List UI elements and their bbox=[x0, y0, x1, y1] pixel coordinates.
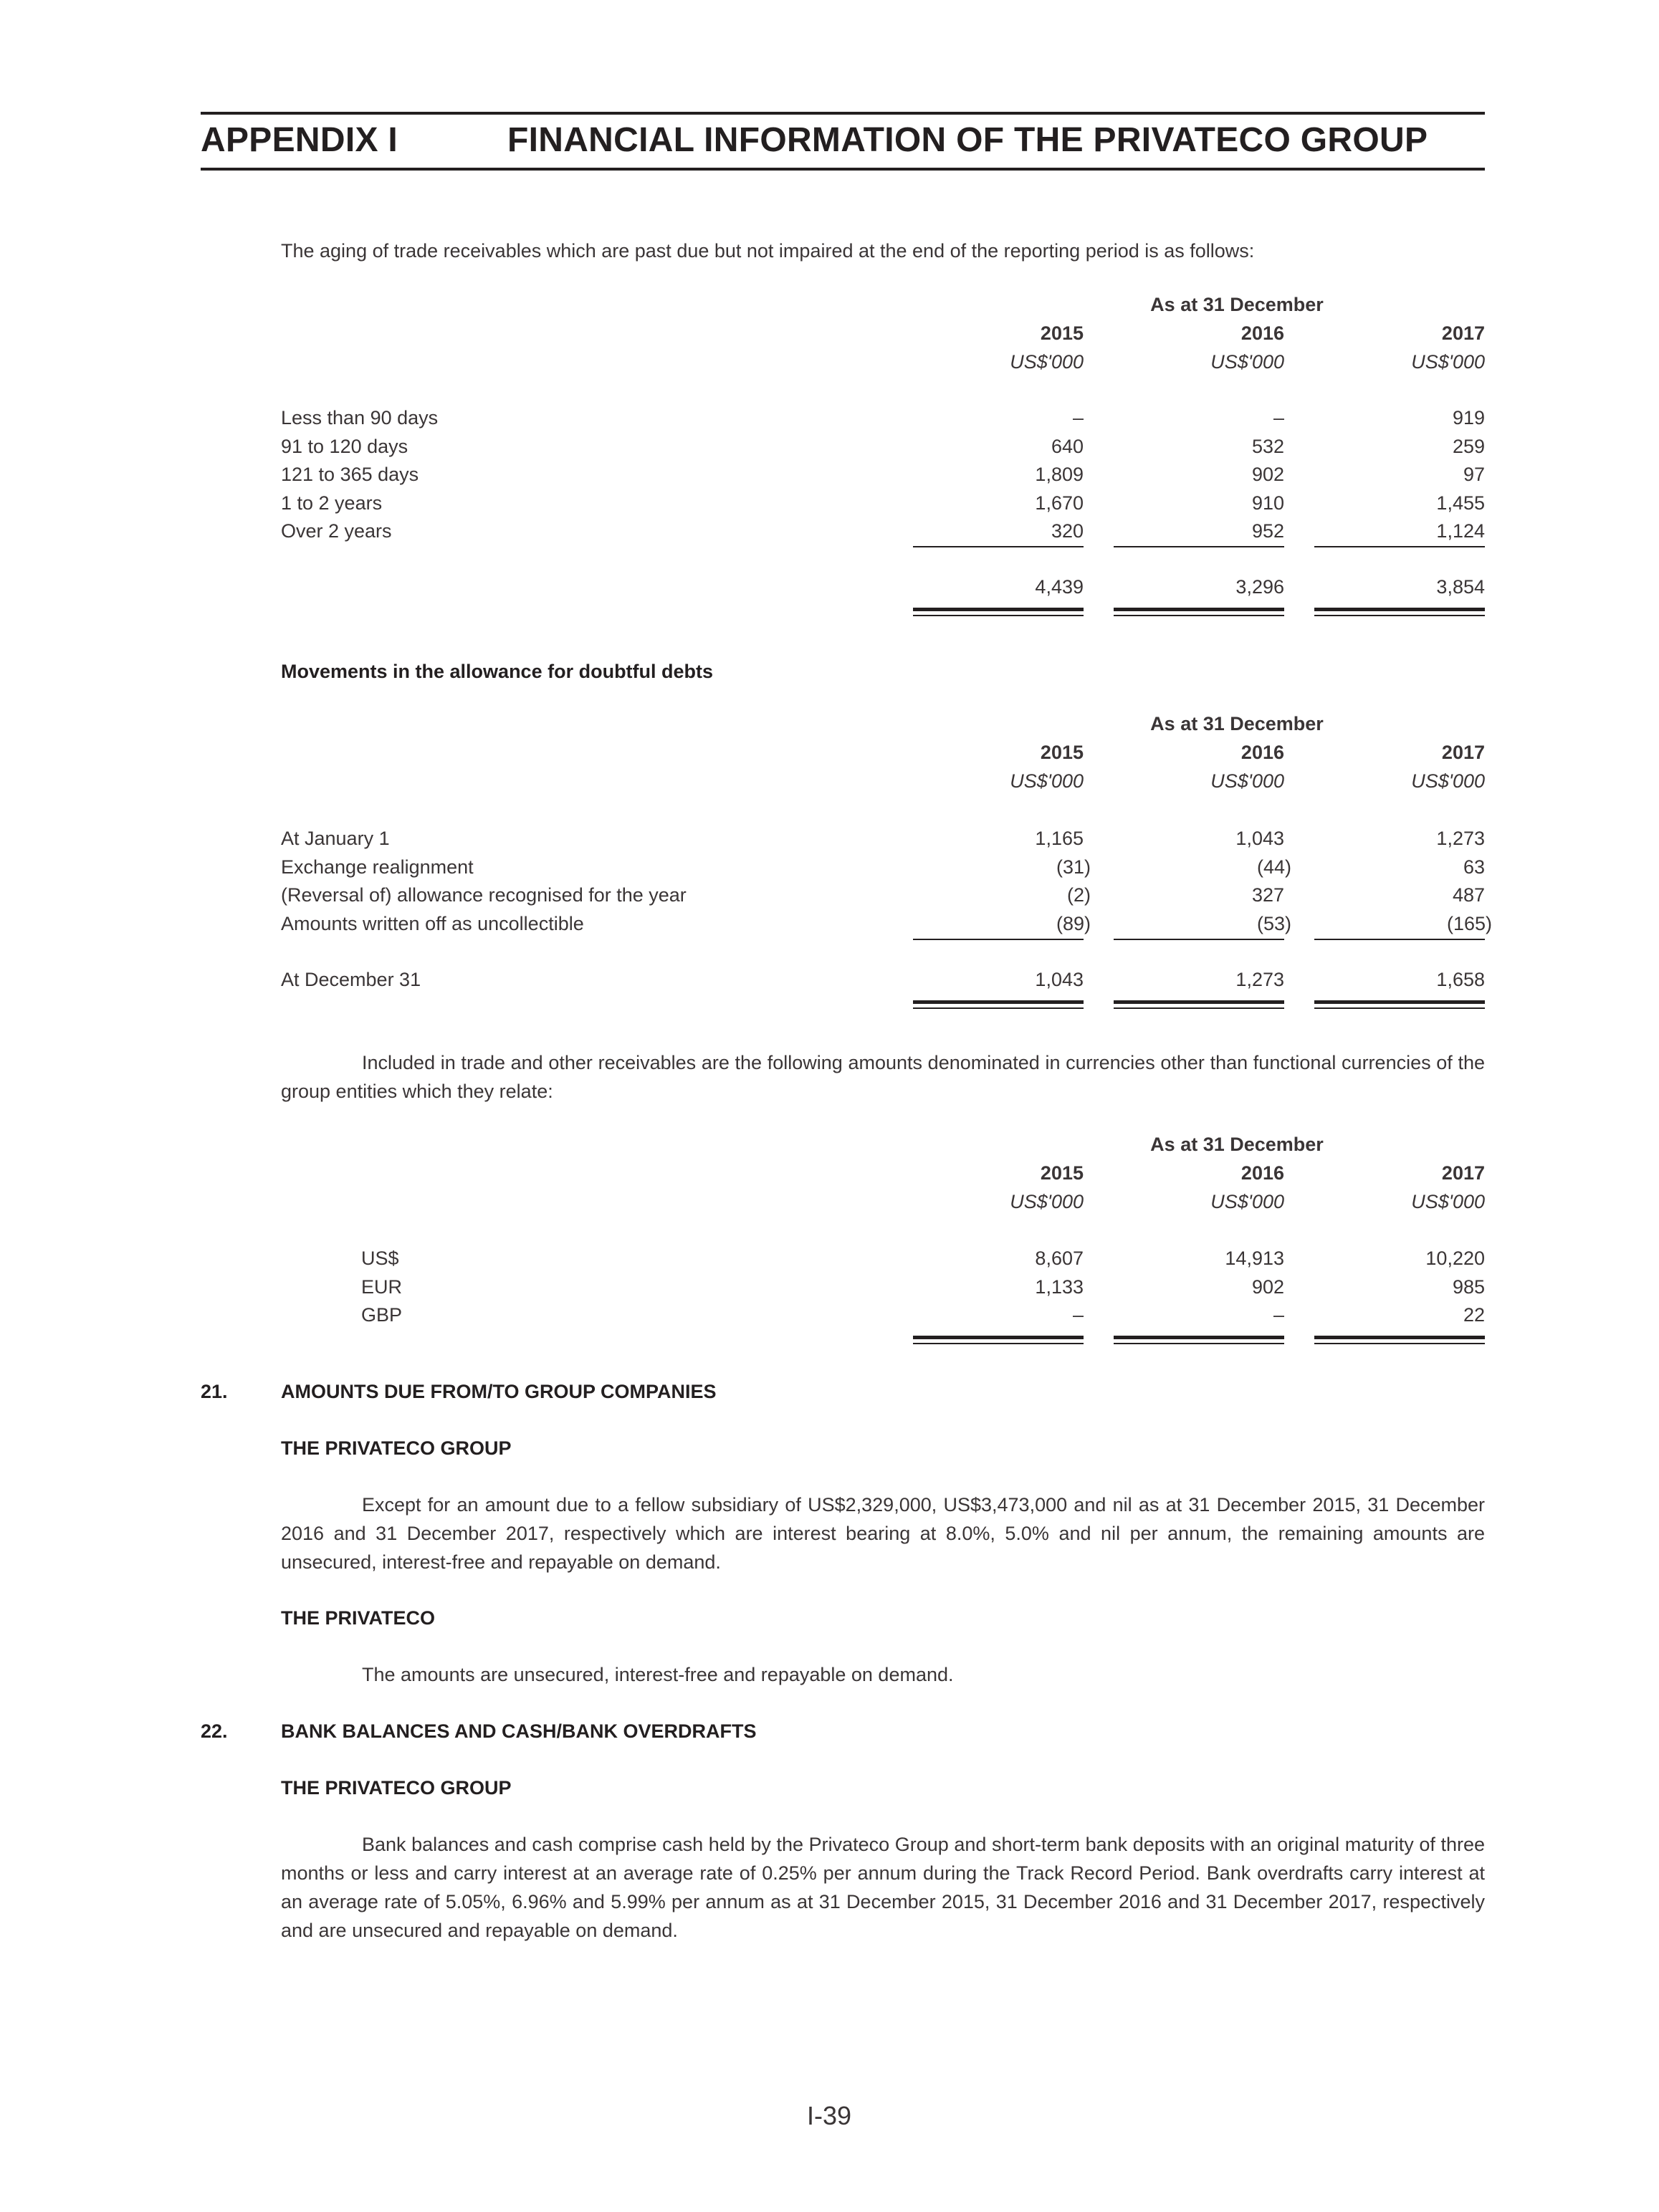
row-label: US$ bbox=[361, 1248, 399, 1269]
row-value: 22 bbox=[1463, 1304, 1485, 1326]
row-label: (Reversal of) allowance recognised for the year bbox=[281, 884, 687, 906]
appendix-label: APPENDIX I bbox=[201, 121, 398, 159]
total-double-rule bbox=[1114, 1336, 1284, 1344]
total-double-rule bbox=[1114, 608, 1284, 616]
row-value: 532 bbox=[1251, 435, 1284, 457]
row-value: 1,809 bbox=[1035, 464, 1084, 485]
total-value: 4,439 bbox=[1035, 576, 1084, 598]
row-label: Exchange realignment bbox=[281, 856, 474, 878]
row-value: (2) bbox=[1067, 884, 1091, 906]
row-value: 902 bbox=[1251, 1275, 1284, 1298]
total-double-rule bbox=[1114, 1000, 1284, 1009]
total-value: 3,854 bbox=[1436, 576, 1485, 598]
section-22-paragraph: Bank balances and cash comprise cash held by the Privateco Group and short-term bank deposits with an original maturity of three months or less and carry interest at an average rate of 0.25% per annum during the Track Record Period. Bank overdrafts carry interest at an average rate of 5.05%, 6.96% and 5.99% per annum as at 31 December 2015, 31 December 2016 and 31 December 2017, respectively and are unsecured and repayable on demand. bbox=[281, 1834, 1485, 1941]
allowance-period-header: As at 31 December bbox=[1150, 713, 1324, 734]
year-header: 2016 bbox=[1240, 1162, 1284, 1184]
row-label: 1 to 2 years bbox=[281, 492, 383, 514]
page-number: I-39 bbox=[806, 2101, 852, 2130]
total-double-rule bbox=[1314, 1336, 1485, 1344]
row-value: 1,133 bbox=[1035, 1275, 1084, 1298]
subtotal-rule bbox=[1314, 546, 1485, 547]
total-double-rule bbox=[913, 1336, 1084, 1344]
row-value: – bbox=[1072, 407, 1084, 428]
unit-header: US$'000 bbox=[1010, 770, 1084, 792]
unit-header: US$'000 bbox=[1210, 770, 1284, 792]
row-value: 1,165 bbox=[1035, 828, 1084, 849]
unit-header: US$'000 bbox=[1210, 1191, 1284, 1212]
row-value: 1,273 bbox=[1436, 828, 1485, 849]
row-value: 97 bbox=[1463, 464, 1485, 485]
row-label: 121 to 365 days bbox=[281, 464, 419, 485]
allowance-heading: Movements in the allowance for doubtful debts bbox=[281, 661, 714, 682]
row-value: 487 bbox=[1452, 884, 1485, 906]
unit-header: US$'000 bbox=[1010, 351, 1084, 373]
section-21-number: 21. bbox=[201, 1381, 228, 1402]
row-value: 919 bbox=[1452, 407, 1485, 428]
row-value: 1,670 bbox=[1035, 492, 1084, 514]
row-value: 952 bbox=[1251, 520, 1284, 542]
row-value: 63 bbox=[1463, 856, 1485, 878]
total-value: 3,296 bbox=[1235, 576, 1284, 598]
section-21-subheading-privateco: THE PRIVATECO bbox=[281, 1607, 436, 1629]
row-label: Less than 90 days bbox=[281, 407, 439, 428]
subtotal-rule bbox=[1114, 939, 1284, 940]
total-value: 1,043 bbox=[1035, 968, 1084, 990]
subtotal-rule bbox=[913, 546, 1084, 547]
unit-header: US$'000 bbox=[1411, 1191, 1485, 1212]
row-value: (89) bbox=[1056, 912, 1091, 934]
row-value: (165) bbox=[1446, 912, 1492, 934]
row-value: 640 bbox=[1051, 435, 1084, 457]
total-double-rule bbox=[1314, 608, 1485, 616]
section-22-subheading-group: THE PRIVATECO GROUP bbox=[281, 1777, 512, 1799]
header-top-rule bbox=[201, 112, 1485, 115]
row-value: 1,455 bbox=[1436, 492, 1485, 514]
unit-header: US$'000 bbox=[1411, 770, 1485, 792]
row-label: Amounts written off as uncollectible bbox=[281, 912, 584, 934]
row-value: 10,220 bbox=[1425, 1248, 1485, 1269]
section-21-paragraph-2: The amounts are unsecured, interest-free and repayable on demand. bbox=[362, 1664, 954, 1685]
year-header: 2015 bbox=[1040, 322, 1084, 344]
year-header: 2016 bbox=[1240, 322, 1284, 344]
header-bottom-rule bbox=[201, 168, 1485, 171]
row-label: Over 2 years bbox=[281, 520, 392, 542]
row-value: 1,124 bbox=[1436, 520, 1485, 542]
row-label: 91 to 120 days bbox=[281, 435, 408, 457]
aging-period-header: As at 31 December bbox=[1150, 294, 1324, 315]
subtotal-rule bbox=[913, 939, 1084, 940]
total-double-rule bbox=[1314, 1000, 1485, 1009]
total-double-rule bbox=[913, 1000, 1084, 1009]
year-header: 2015 bbox=[1040, 1162, 1084, 1184]
year-header: 2016 bbox=[1240, 742, 1284, 763]
currencies-intro: Included in trade and other receivables are the following amounts denominated in currencies other than functional currencies of the group entities which they relate: bbox=[281, 1052, 1485, 1102]
unit-header: US$'000 bbox=[1010, 1191, 1084, 1212]
total-value: 1,658 bbox=[1436, 968, 1485, 990]
total-value: 1,273 bbox=[1235, 968, 1284, 990]
row-value: 910 bbox=[1251, 492, 1284, 514]
aging-intro: The aging of trade receivables which are past due but not impaired at the end of the reporting period is as follows: bbox=[281, 240, 1255, 262]
row-value: (44) bbox=[1256, 856, 1291, 878]
row-value: 1,043 bbox=[1235, 828, 1284, 849]
total-double-rule bbox=[913, 608, 1084, 616]
section-21-subheading-group: THE PRIVATECO GROUP bbox=[281, 1437, 512, 1459]
unit-header: US$'000 bbox=[1411, 351, 1485, 373]
row-value: (31) bbox=[1056, 856, 1091, 878]
section-21-title: AMOUNTS DUE FROM/TO GROUP COMPANIES bbox=[281, 1381, 717, 1402]
unit-header: US$'000 bbox=[1210, 351, 1284, 373]
row-value: 902 bbox=[1251, 464, 1284, 485]
row-value: – bbox=[1273, 1304, 1284, 1326]
year-header: 2015 bbox=[1040, 742, 1084, 763]
row-value: (53) bbox=[1256, 912, 1291, 934]
row-value: – bbox=[1273, 407, 1284, 428]
row-label: GBP bbox=[361, 1304, 403, 1326]
row-value: 8,607 bbox=[1035, 1248, 1084, 1269]
row-label: EUR bbox=[361, 1275, 403, 1298]
currencies-period-header: As at 31 December bbox=[1150, 1134, 1324, 1155]
section-22-number: 22. bbox=[201, 1720, 228, 1742]
row-value: 259 bbox=[1452, 435, 1485, 457]
year-header: 2017 bbox=[1441, 322, 1485, 344]
page-title: FINANCIAL INFORMATION OF THE PRIVATECO GROUP bbox=[507, 121, 1428, 159]
subtotal-rule bbox=[1114, 546, 1284, 547]
row-value: 985 bbox=[1452, 1275, 1485, 1298]
section-22-title: BANK BALANCES AND CASH/BANK OVERDRAFTS bbox=[281, 1720, 757, 1742]
year-header: 2017 bbox=[1441, 1162, 1485, 1184]
subtotal-rule bbox=[1314, 939, 1485, 940]
row-value: – bbox=[1072, 1304, 1084, 1326]
section-21-paragraph: Except for an amount due to a fellow subsidiary of US$2,329,000, US$3,473,000 and nil as at 31 December 2015, 31 December 2016 and 31 December 2017, respectively which are interest bearing at 8.0%, 5.0% and nil per annum, the remaining amounts are unsecured, interest-free and repayable on demand. bbox=[281, 1494, 1485, 1573]
year-header: 2017 bbox=[1441, 742, 1485, 763]
row-value: 320 bbox=[1051, 520, 1084, 542]
row-value: 14,913 bbox=[1225, 1248, 1284, 1269]
total-label: At December 31 bbox=[281, 968, 421, 990]
row-label: At January 1 bbox=[281, 828, 390, 849]
row-value: 327 bbox=[1251, 884, 1284, 906]
